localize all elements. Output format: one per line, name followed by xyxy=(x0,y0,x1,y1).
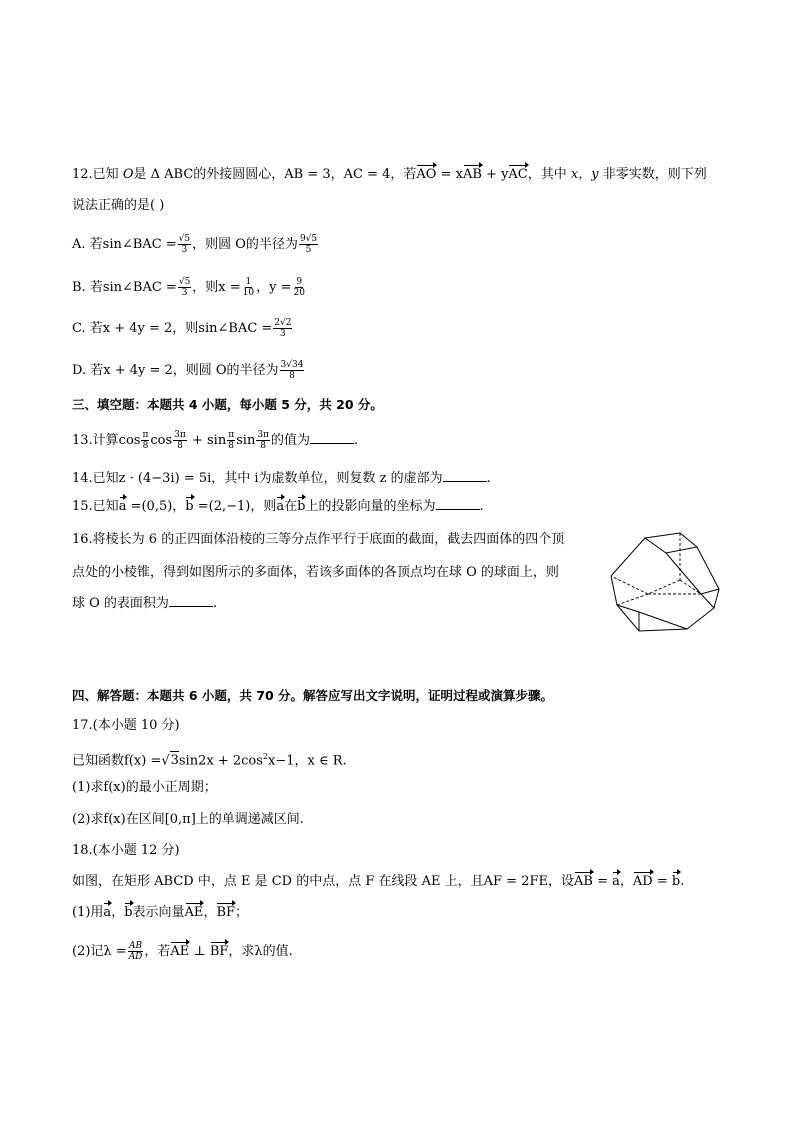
fraction: $\frac{\pi}{8}$ xyxy=(228,430,235,451)
q12-option-d: D. 若x + 4y = 2，则圆 O的半径为 $\frac{3√34}{8}$ xyxy=(72,360,304,381)
q12-O: O xyxy=(122,167,134,182)
fraction: $\frac{√5}{3}$ xyxy=(178,277,191,298)
vector-AE: AE xyxy=(170,944,190,959)
q13: 13.计算cos $\frac{\pi}{8}$ cos $\frac{3\pi}{8}$ + sin $\frac{\pi}{8}$ sin $\frac{3\pi}{8}$ 的值为 . xyxy=(72,430,359,451)
section-3-heading: 三、填空题：本题共 4 小题，每小题 5 分，共 20 分。 xyxy=(72,397,383,412)
vector-a: a xyxy=(276,499,285,514)
vector-AB: AB xyxy=(573,874,593,889)
vector-a: a xyxy=(118,499,127,514)
edge xyxy=(611,538,645,576)
vector-AE: AE xyxy=(184,905,204,920)
q18-statement: 如图，在矩形 ABCD 中，点 E 是 CD 的中点，点 F 在线段 AE 上，且AF = 2FE，设AB = a，AD = b. xyxy=(72,874,685,889)
section-4-heading: 四、解答题：本题共 6 小题，共 70 分。解答应写出文字说明，证明过程或演算步骤。 xyxy=(72,688,554,703)
fraction: $\frac{1}{10}$ xyxy=(242,277,255,298)
edge xyxy=(697,547,719,589)
q16-line1: 16.将棱长为 6 的正四面体沿棱的三等分点作平行于底面的截面，截去四面体的四个顶 xyxy=(72,532,565,547)
q12-option-a: A. 若sin∠BAC = $\frac{√5}{3}$ ，则圆 O的半径为 $\frac{9√5}{5}$ xyxy=(72,234,318,255)
fraction: $\frac{√5}{3}$ xyxy=(178,234,191,255)
top-face xyxy=(645,533,697,553)
q12-option-b: B. 若sin∠BAC = $\frac{√5}{3}$ ，则x = $\frac{1}{10}$ ，y = $\frac{9}{20}$ xyxy=(72,277,305,298)
vector-b: b xyxy=(185,499,194,514)
vector-b: b xyxy=(671,874,681,889)
vector-BF: BF xyxy=(216,905,236,920)
answer-blank xyxy=(436,497,480,510)
fraction: $\frac{3\pi}{8}$ xyxy=(174,430,186,451)
vector-AC: AC xyxy=(508,167,528,182)
fraction: $\frac{9}{20}$ xyxy=(293,277,305,298)
q17-part2: (2)求f(x)在区间[0,π]上的单调递减区间. xyxy=(72,812,304,827)
answer-blank xyxy=(169,594,213,607)
fraction: $\frac{3\pi}{8}$ xyxy=(257,430,269,451)
edge xyxy=(639,612,687,629)
vector-a: a xyxy=(103,905,112,920)
vector-AD: AD xyxy=(632,874,653,889)
fraction: $\frac{9√5}{5}$ xyxy=(299,234,318,255)
q16-line2: 点处的小棱锥，得到如图所示的多面体，若该多面体的各顶点均在球 O 的球面上，则 xyxy=(72,565,559,580)
fraction: $\frac{3√34}{8}$ xyxy=(280,360,304,381)
fraction: $\frac{\pi}{8}$ xyxy=(142,430,149,451)
vector-b: b xyxy=(124,905,133,920)
q17-function: 已知函数$f(x) =√3\sin 2x + 2\cos^2x-1$，x ∈ R. xyxy=(72,752,347,769)
vector-BF: BF xyxy=(209,944,229,959)
answer-blank xyxy=(310,431,354,444)
q16-line3: 球 O 的表面积为 . xyxy=(72,596,218,611)
fraction: $\frac{AB}{AD}$ xyxy=(128,941,143,962)
vector-b: b xyxy=(297,499,306,514)
truncated-tetrahedron-figure xyxy=(606,528,724,636)
q12-line2: 说法正确的是( ) xyxy=(72,198,165,213)
edge xyxy=(701,589,719,594)
hidden-edge xyxy=(611,576,648,594)
q12-option-c: C. 若x + 4y = 2，则sin∠BAC = $\frac{2√2}{3}$ xyxy=(72,318,292,339)
q18-part2: (2)记λ = $\frac{AB}{AD}$ ，若AE ⊥ BF，求λ的值. xyxy=(72,941,293,962)
answer-blank xyxy=(443,469,487,482)
edge xyxy=(701,594,714,608)
hidden-edge xyxy=(648,580,680,594)
vector-AO: AO xyxy=(416,167,437,182)
fraction: $\frac{2√2}{3}$ xyxy=(274,318,292,339)
q14: 14.已知z · (4−3i) = 5i，其中 i为虚数单位，则复数 z 的虚部为 . xyxy=(72,471,491,486)
vector-AB: AB xyxy=(462,167,482,182)
q12-line1: 12.已知 O是 Δ ABC的外接圆圆心，AB = 3，AC = 4，若AO = xAB + yAC，其中 x，y 非零实数，则下列 xyxy=(72,167,707,182)
vector-a: a xyxy=(612,874,620,889)
edge xyxy=(666,553,701,594)
q18-heading: 18.(本小题 12 分) xyxy=(72,843,180,858)
hidden-edge xyxy=(617,594,648,605)
q17-heading: 17.(本小题 10 分) xyxy=(72,718,180,733)
q18-part1: (1)用a，b表示向量AE，BF； xyxy=(72,905,249,920)
q17-part1: (1)求f(x)的最小正周期； xyxy=(72,780,217,795)
q15: 15.已知a =(0,5)，b =(2,−1)，则a在b上的投影向量的坐标为 . xyxy=(72,499,484,514)
